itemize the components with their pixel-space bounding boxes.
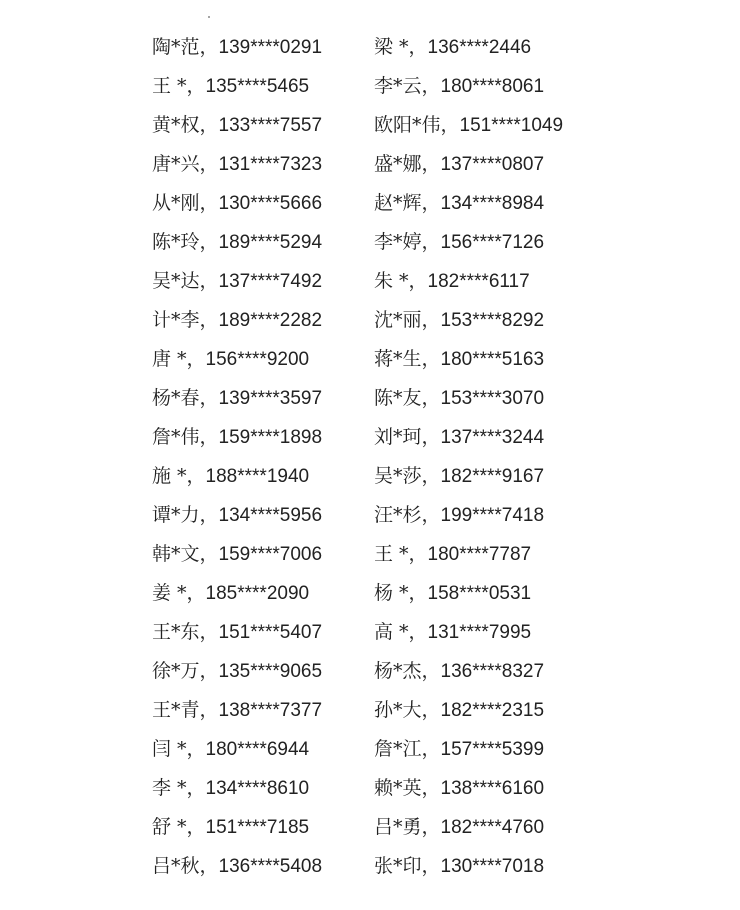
contact-entry-left: [152, 379, 374, 418]
contact-name: 李*云，: [374, 75, 441, 97]
contact-entry-right: [374, 730, 634, 769]
masked-phone-number: 182****4760: [440, 817, 545, 838]
contact-name: 欧阳*伟，: [374, 114, 460, 136]
masked-phone-number: 134****8610: [205, 778, 310, 799]
contact-name: 朱 *，: [374, 270, 428, 292]
contact-entry-right: [374, 262, 634, 301]
contact-name: 施 *，: [152, 465, 206, 487]
contact-name: 闫 *，: [152, 738, 206, 760]
contact-entry-left: [152, 496, 374, 535]
contact-list: [152, 28, 652, 886]
contact-name: 赵*辉，: [374, 192, 441, 214]
list-row: [152, 28, 652, 67]
contact-name: 唐*兴，: [152, 153, 219, 175]
contact-entry-left: [152, 418, 374, 457]
contact-entry-left: [152, 184, 374, 223]
masked-phone-number: 158****0531: [427, 583, 532, 604]
contact-name: 高 *，: [374, 621, 428, 643]
list-row: [152, 496, 652, 535]
stray-dot-mark: [208, 16, 210, 18]
contact-entry-right: [374, 652, 634, 691]
contact-name: 王*青，: [152, 699, 219, 721]
contact-entry-right: [374, 496, 634, 535]
masked-phone-number: 189****2282: [218, 310, 323, 331]
list-row: [152, 652, 652, 691]
contact-entry-right: [374, 691, 634, 730]
contact-entry-right: [374, 457, 634, 496]
contact-entry-left: [152, 847, 374, 886]
contact-entry-left: [152, 67, 374, 106]
masked-phone-number: 189****5294: [218, 232, 323, 253]
masked-phone-number: 159****7006: [218, 544, 323, 565]
list-row: [152, 574, 652, 613]
contact-name: 杨 *，: [374, 582, 428, 604]
contact-entry-right: [374, 28, 634, 67]
masked-phone-number: 137****0807: [440, 154, 545, 175]
masked-phone-number: 156****7126: [440, 232, 545, 253]
contact-entry-right: [374, 145, 634, 184]
list-row: [152, 145, 652, 184]
contact-name: 姜 *，: [152, 582, 206, 604]
masked-phone-number: 138****7377: [218, 700, 323, 721]
contact-entry-right: [374, 340, 634, 379]
contact-entry-right: [374, 535, 634, 574]
masked-phone-number: 182****2315: [440, 700, 545, 721]
contact-entry-left: [152, 535, 374, 574]
contact-name: 杨*春，: [152, 387, 219, 409]
masked-phone-number: 137****7492: [218, 271, 323, 292]
masked-phone-number: 138****6160: [440, 778, 545, 799]
contact-entry-left: [152, 574, 374, 613]
contact-name: 李 *，: [152, 777, 206, 799]
contact-name: 王*东，: [152, 621, 219, 643]
list-row: [152, 457, 652, 496]
list-row: [152, 106, 652, 145]
list-row: [152, 730, 652, 769]
list-row: [152, 223, 652, 262]
masked-phone-number: 153****3070: [440, 388, 545, 409]
masked-phone-number: 182****6117: [427, 271, 530, 292]
contact-name: 刘*珂，: [374, 426, 441, 448]
masked-phone-number: 139****3597: [218, 388, 323, 409]
masked-phone-number: 151****7185: [205, 817, 310, 838]
contact-entry-right: [374, 808, 634, 847]
contact-entry-left: [152, 301, 374, 340]
list-row: [152, 262, 652, 301]
contact-name: 唐 *，: [152, 348, 206, 370]
masked-phone-number: 180****6944: [205, 739, 310, 760]
contact-entry-left: [152, 652, 374, 691]
contact-entry-right: [374, 418, 634, 457]
contact-entry-right: [374, 379, 634, 418]
masked-phone-number: 134****5956: [218, 505, 323, 526]
list-row: [152, 184, 652, 223]
contact-name: 王 *，: [374, 543, 428, 565]
masked-phone-number: 131****7323: [218, 154, 323, 175]
contact-name: 吴*达，: [152, 270, 219, 292]
list-row: [152, 769, 652, 808]
contact-name: 黄*权，: [152, 114, 219, 136]
contact-name: 徐*万，: [152, 660, 219, 682]
masked-phone-number: 180****5163: [440, 349, 545, 370]
contact-name: 吴*莎，: [374, 465, 441, 487]
list-row: [152, 808, 652, 847]
contact-name: 从*刚，: [152, 192, 219, 214]
masked-phone-number: 151****5407: [218, 622, 323, 643]
contact-name: 陈*友，: [374, 387, 441, 409]
masked-phone-number: 185****2090: [205, 583, 310, 604]
masked-phone-number: 137****3244: [440, 427, 545, 448]
masked-phone-number: 199****7418: [440, 505, 545, 526]
contact-entry-left: [152, 145, 374, 184]
masked-phone-number: 136****2446: [427, 37, 532, 58]
contact-name: 汪*杉，: [374, 504, 441, 526]
contact-entry-left: [152, 730, 374, 769]
masked-phone-number: 134****8984: [440, 193, 545, 214]
contact-entry-left: [152, 106, 374, 145]
list-row: [152, 613, 652, 652]
contact-name: 盛*娜，: [374, 153, 441, 175]
contact-entry-right: [374, 613, 634, 652]
masked-phone-number: 180****7787: [427, 544, 532, 565]
contact-name: 韩*文，: [152, 543, 219, 565]
contact-entry-left: [152, 613, 374, 652]
masked-phone-number: 182****9167: [440, 466, 545, 487]
contact-name: 吕*秋，: [152, 855, 219, 877]
contact-entry-left: [152, 223, 374, 262]
contact-name: 沈*丽，: [374, 309, 441, 331]
masked-phone-number: 188****1940: [205, 466, 310, 487]
list-row: [152, 340, 652, 379]
list-row: [152, 691, 652, 730]
contact-name: 詹*伟，: [152, 426, 219, 448]
contact-name: 王 *，: [152, 75, 206, 97]
list-row: [152, 301, 652, 340]
contact-entry-right: [374, 847, 634, 886]
masked-phone-number: 135****5465: [205, 76, 310, 97]
contact-entry-left: [152, 28, 374, 67]
contact-name: 孙*大，: [374, 699, 441, 721]
contact-name: 梁 *，: [374, 36, 428, 58]
list-row: [152, 379, 652, 418]
contact-name: 张*印，: [374, 855, 441, 877]
masked-phone-number: 131****7995: [427, 622, 532, 643]
list-row: [152, 535, 652, 574]
contact-name: 陶*范，: [152, 36, 219, 58]
contact-name: 计*李，: [152, 309, 219, 331]
contact-entry-right: [374, 574, 634, 613]
contact-name: 杨*杰，: [374, 660, 441, 682]
masked-phone-number: 133****7557: [218, 115, 323, 136]
contact-name: 詹*江，: [374, 738, 441, 760]
contact-entry-left: [152, 340, 374, 379]
contact-entry-left: [152, 691, 374, 730]
masked-phone-number: 156****9200: [205, 349, 310, 370]
list-row: [152, 67, 652, 106]
contact-name: 陈*玲，: [152, 231, 219, 253]
contact-entry-right: [374, 769, 634, 808]
contact-entry-right: [374, 67, 634, 106]
contact-name: 谭*力，: [152, 504, 219, 526]
contact-name: 吕*勇，: [374, 816, 441, 838]
masked-phone-number: 136****8327: [440, 661, 545, 682]
list-row: [152, 418, 652, 457]
masked-phone-number: 153****8292: [440, 310, 545, 331]
contact-entry-left: [152, 457, 374, 496]
contact-entry-left: [152, 769, 374, 808]
contact-name: 李*婷，: [374, 231, 441, 253]
contact-entry-right: [374, 184, 634, 223]
masked-phone-number: 157****5399: [440, 739, 545, 760]
masked-phone-number: 130****7018: [440, 856, 545, 877]
masked-phone-number: 136****5408: [218, 856, 323, 877]
contact-name: 蒋*生，: [374, 348, 441, 370]
contact-entry-right: [374, 301, 634, 340]
list-row: [152, 847, 652, 886]
contact-name: 舒 *，: [152, 816, 206, 838]
masked-phone-number: 130****5666: [218, 193, 323, 214]
masked-phone-number: 159****1898: [218, 427, 323, 448]
contact-entry-left: [152, 262, 374, 301]
masked-phone-number: 180****8061: [440, 76, 545, 97]
masked-phone-number: 135****9065: [218, 661, 323, 682]
contact-entry-right: [374, 223, 634, 262]
contact-name: 赖*英，: [374, 777, 441, 799]
masked-phone-number: 139****0291: [218, 37, 323, 58]
masked-phone-number: 151****1049: [459, 115, 564, 136]
contact-entry-left: [152, 808, 374, 847]
contact-entry-right: [374, 106, 634, 145]
